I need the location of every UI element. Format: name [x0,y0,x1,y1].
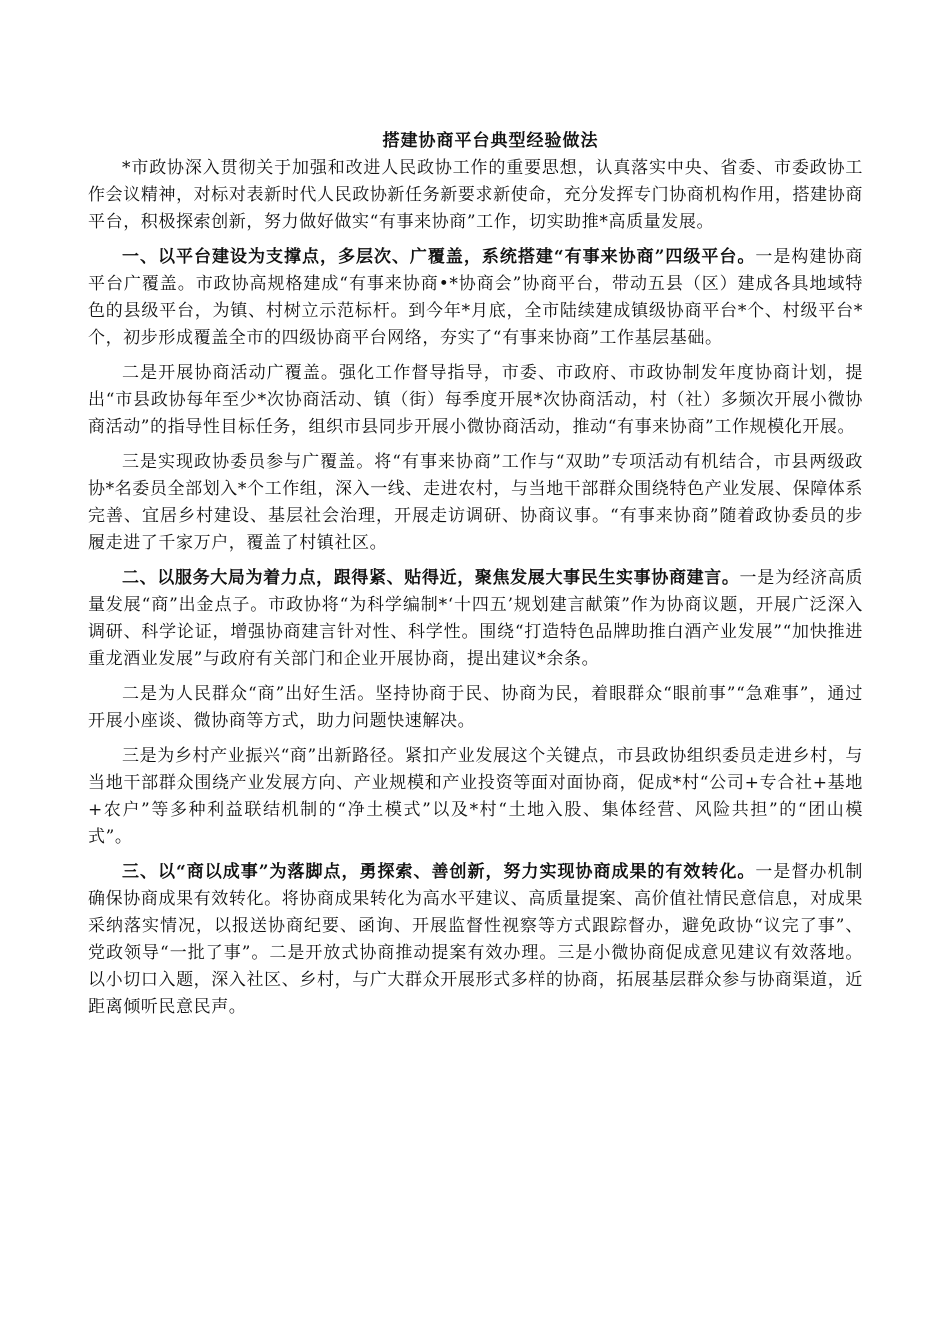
document-title: 搭建协商平台典型经验做法 [382,131,599,151]
paragraph-text: 一是为经济高质量发展“商”出金点子。市政协将“为科学编制*‘十四五’规划建言献策”作为协商议题，开展广泛深入调研、科学论证，增强协商建言针对性、科学性。围绕“打造特色品牌助推白酒产业发展”“加快推进重龙酒业发展”与政府有关部门和企业开展协商，提出建议*余条。 [88,568,864,669]
document-page [88,128,863,1029]
paragraph-section-3 [88,859,863,1021]
section-heading: 一、以平台建设为支撑点，多层次、广覆盖，系统搭建“有事来协商”四级平台。 [122,247,756,267]
paragraph-section-1-item-2 [88,360,863,441]
section-heading: 三、以“商以成事”为落脚点，勇探索、善创新，努力实现协商成果的有效转化。 [122,862,756,882]
paragraph-section-2-item-3 [88,743,863,851]
paragraph-text: 一是构建协商平台广覆盖。市政协高规格建成“有事来协商•*协商会”协商平台，带动五县（区）建成各具地域特色的县级平台，为镇、村树立示范标杆。到今年*月底，全市陆续建成镇级协商平台*个、村级平台*个，初步形成覆盖全市的四级协商平台网络，夯实了“有事来协商”工作基层基础。 [88,247,864,348]
section-heading: 二、以服务大局为着力点，跟得紧、贴得近，聚焦发展大事民生实事协商建言。 [122,568,740,588]
paragraph-text: 三是为乡村产业振兴“商”出新路径。紧扣产业发展这个关键点，市县政协组织委员走进乡村，与当地干部群众围绕产业发展方向、产业规模和产业投资等面对面协商，促成*村“公司+专合社+基地+农户”等多种利益联结机制的“净土模式”以及*村“土地入股、集体经营、风险共担”的“团山模式”。 [88,746,863,847]
paragraph-section-2 [88,565,863,673]
paragraph-intro [88,155,863,236]
paragraph-text: *市政协深入贯彻关于加强和改进人民政协工作的重要思想，认真落实中央、省委、市委政协工作会议精神，对标对表新时代人民政协新任务新要求新使命，充分发挥专门协商机构作用，搭建协商平台，积极探索创新，努力做好做实“有事来协商”工作，切实助推*高质量发展。 [88,158,863,232]
paragraph-text: 二是为人民群众“商”出好生活。坚持协商于民、协商为民，着眼群众“眼前事”“急难事”，通过开展小座谈、微协商等方式，助力问题快速解决。 [88,684,863,731]
paragraph-section-1-item-3 [88,449,863,557]
paragraph-text: 二是开展协商活动广覆盖。强化工作督导指导，市委、市政府、市政协制发年度协商计划，提出“市县政协每年至少*次协商活动、镇（街）每季度开展*次协商活动，村（社）多频次开展小微协商活动”的指导性目标任务，组织市县同步开展小微协商活动，推动“有事来协商”工作规模化开展。 [88,363,863,437]
paragraph-section-1 [88,244,863,352]
paragraph-text: 三是实现政协委员参与广覆盖。将“有事来协商”工作与“双助”专项活动有机结合，市县两级政协*名委员全部划入*个工作组，深入一线、走进农村，与当地干部群众围绕特色产业发展、保障体系完善、宜居乡村建设、基层社会治理，开展走访调研、协商议事。“有事来协商”随着政协委员的步履走进了千家万户，覆盖了村镇社区。 [88,452,863,553]
paragraph-section-2-item-2 [88,681,863,735]
paragraph-text: 一是督办机制确保协商成果有效转化。将协商成果转化为高水平建议、高质量提案、高价值社情民意信息，对成果采纳落实情况，以报送协商纪要、函询、开展监督性视察等方式跟踪督办，避免政协“议完了事”、党政领导“一批了事”。二是开放式协商推动提案有效办理。三是小微协商促成意见建议有效落地。以小切口入题，深入社区、乡村，与广大群众开展形式多样的协商，拓展基层群众参与协商渠道，近距离倾听民意民声。 [88,862,864,1017]
